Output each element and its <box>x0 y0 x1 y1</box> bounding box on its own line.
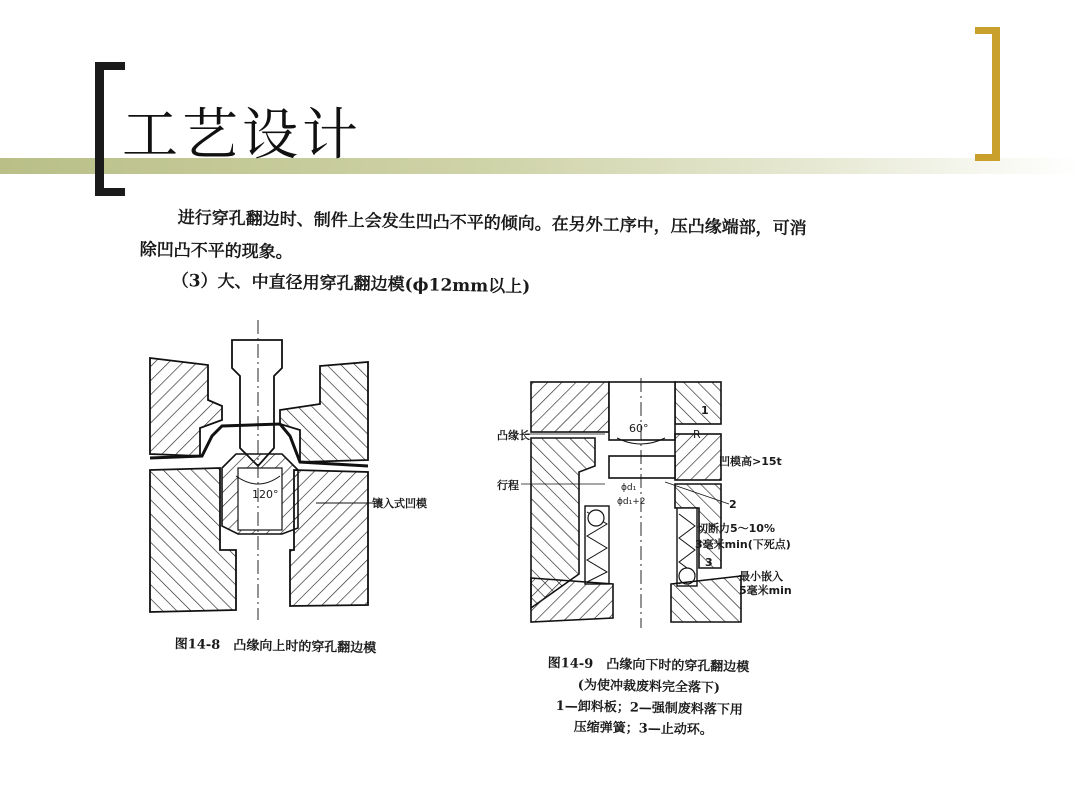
punch <box>232 340 282 466</box>
right-bracket-bottom <box>975 154 1000 161</box>
top-left-block <box>531 382 609 432</box>
figure-14-9-caption-2: (为使冲裁废料完全落下) <box>577 677 721 696</box>
body-line-2: 除凹凸不平的现象。 <box>139 239 293 263</box>
upper-left-block <box>150 358 222 456</box>
left-bracket <box>95 62 104 196</box>
flange-length-label: 凸缘长 <box>497 429 530 442</box>
part-label-3: 3 <box>705 556 713 569</box>
figure-14-8-drawing <box>140 320 470 625</box>
part-label-2: 2 <box>729 498 737 511</box>
figure-14-9-caption-4: 压缩弹簧；3—止动环。 <box>573 719 713 738</box>
top-right-block <box>675 382 721 424</box>
section-heading: （3）大、中直径用穿孔翻边模(ϕ12mm以上) <box>171 270 531 298</box>
base-right <box>671 576 741 622</box>
die-height-label: 凹模高>15t <box>719 455 782 468</box>
right-bracket <box>992 27 1000 161</box>
part-label-1: 1 <box>701 404 709 417</box>
figure-14-8-caption: 图14-8 凸缘向上时的穿孔翻边模 <box>174 636 377 657</box>
right-bracket-top <box>975 27 1000 34</box>
left-angle-label: 120° <box>252 488 279 501</box>
d1-plus-2-label: ϕd₁+2 <box>617 497 646 507</box>
base-left <box>531 578 613 622</box>
left-bracket-bottom <box>95 188 125 196</box>
left-bracket-top <box>95 62 125 70</box>
lower-right-block <box>290 470 368 606</box>
radius-label: R <box>693 428 701 441</box>
slide-title: 工艺设计 <box>122 103 362 168</box>
min-5mm-label: 5毫米min <box>739 584 792 597</box>
flange-punch <box>609 456 675 478</box>
stroke-label: 行程 <box>497 479 519 492</box>
d1-label: ϕd₁ <box>621 483 637 493</box>
body-line-1: 进行穿孔翻边时、制件上会发生凹凸不平的倾向。在另外工序中，压凸缘端部，可消 <box>177 207 807 239</box>
cut-force-label: 切断力5～10% <box>697 522 775 535</box>
figure-14-9-drawing <box>495 378 805 650</box>
right-angle-label: 60° <box>629 422 649 435</box>
figure-14-9-caption-3: 1—卸料板；2—强制废料落下用 <box>555 698 743 718</box>
min-insert-label: 最小嵌入 <box>739 570 783 583</box>
figure-14-9-caption-1: 图14-9 凸缘向下时的穿孔翻边模 <box>547 655 750 676</box>
min-3mm-label: 3毫米min(下死点) <box>695 538 791 551</box>
inserted-die-callout: 镶入式凹模 <box>372 497 427 510</box>
